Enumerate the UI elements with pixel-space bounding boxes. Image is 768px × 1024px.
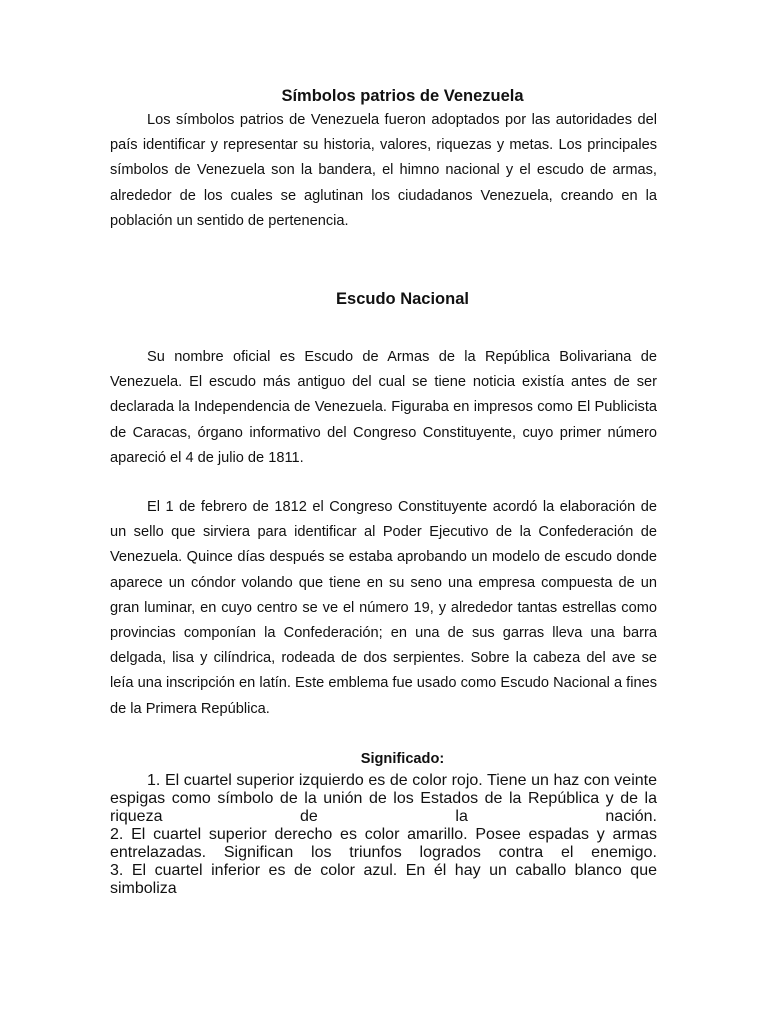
meaning-list — [110, 772, 657, 898]
section-title: Escudo Nacional — [336, 290, 469, 309]
paragraph-1: Su nombre oficial es Escudo de Armas de la República Bolivariana de Venezuela. El escudo más antiguo del cual se tiene noticia existía antes de ser declarada la Independencia de Venezuela. Figuraba en impresos como El Publicista de Caracas, órgano informativo del Congreso Constituyente, cuyo primer número apareció el 4 de julio de 1811. — [110, 349, 657, 466]
document-title: Símbolos patrios de Venezuela — [281, 87, 524, 105]
subtitle-significado: Significado: — [360, 750, 445, 767]
list-item-line: 1. El cuartel superior izquierdo es de color rojo. Tiene un haz con veinte — [147, 771, 657, 789]
document-page — [110, 84, 657, 898]
list-item-line: entrelazadas. Significan los triunfos logrados contra el enemigo. — [110, 843, 657, 861]
paragraph-2: El 1 de febrero de 1812 el Congreso Constituyente acordó la elaboración de un sello que sirviera para identificar al Poder Ejecutivo de la Confederación de Venezuela. Quince días después se estaba aprobando un modelo de escudo donde aparece un cóndor volando que tiene en su seno una empresa compuesta de un gran luminar, en cuyo centro se ve el número 19, y alrededor tantas estrellas como provincias componían la Confederación; en una de sus garras lleva una barra delgada, lisa y cilíndrica, rodeada de dos serpientes. Sobre la cabeza del ave se leía una inscripción en latín. Este emblema fue usado como Escudo Nacional a fines de la Primera República. — [110, 499, 657, 717]
list-item-line: 2. El cuartel superior derecho es color amarillo. Posee espadas y armas — [110, 825, 657, 843]
list-item-line: riqueza de la nación. — [110, 807, 657, 825]
intro-paragraph: Los símbolos patrios de Venezuela fueron adoptados por las autoridades del país identificar y representar su historia, valores, riquezas y metas. Los principales símbolos de Venezuela son la bandera, el himno nacional y el escudo de armas, alrededor de los cuales se aglutinan los ciudadanos Venezuela, creando en la población un sentido de pertenencia. — [110, 112, 657, 229]
list-item-line: espigas como símbolo de la unión de los Estados de la República y de la — [110, 789, 657, 807]
list-item-line: 3. El cuartel inferior es de color azul. En él hay un caballo blanco que simboliza — [110, 861, 657, 897]
